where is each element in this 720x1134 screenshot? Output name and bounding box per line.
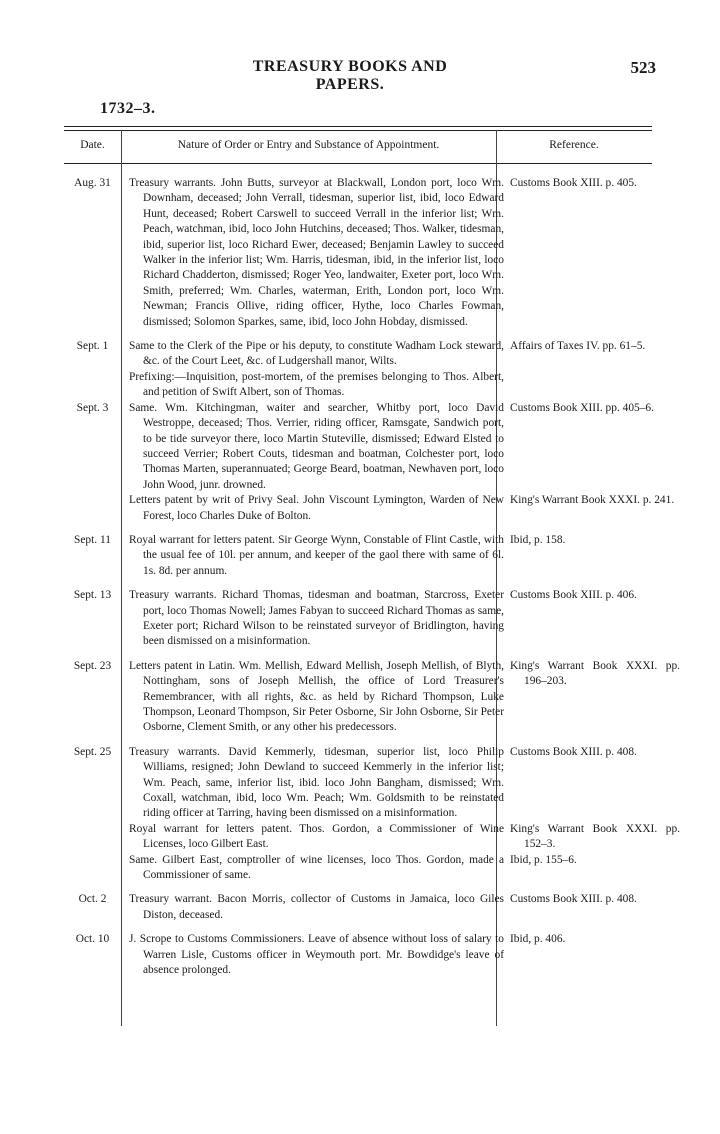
entry-text: Treasury warrant. Bacon Morris, collector of Customs in Jamaica, loco Giles Diston, deceased. (129, 893, 504, 921)
page-number: 523 (630, 58, 656, 77)
entry-text: Royal warrant for letters patent. Thos. Gordon, a Commissioner of Wine Licenses, loco Gilbert East. (129, 822, 504, 851)
column-header-nature: Nature of Order or Entry and Substance of Appointment. (177, 139, 440, 151)
entries-table (64, 176, 680, 979)
entry-date (64, 822, 121, 853)
entry-text: Treasury warrants. John Butts, surveyor at Blackwall, London port, loco Wm. Downham, deceased; John Verrall, tidesman, superior list, ibid, loco Edward Hunt, deceased; Robert Carswell to succeed Verrall in the inferior list; Wm. Peach, watchman, ibid, loco John Hutchins, deceased; Thos. Walker, tidesman, ibid, superior list, loco Richard Ewer, deceased; Benjamin Lawley to succeed Walker in the inferior list; Wm. Harris, tidesman, ibid, in the inferior list, loco Richard Chadderton, dismissed; Roger Yeo, landwaiter, Exeter port, loco Wm. Smith, preferred; Wm. Charles, waterman, Erith, London port, loco Wm. Newman; Francis Ollive, riding officer, Hythe, loco Charles Fowman, dismissed; Solomon Sparkes, same, ibid, loco John Hobday, dismissed. (129, 177, 504, 328)
table-row (64, 932, 664, 978)
entry-text: Letters patent by writ of Privy Seal. John Viscount Lymington, Warden of New Forest, loco Charles Duke of Bolton. (129, 494, 504, 522)
entry-reference: Ibid, p. 158. (510, 533, 566, 546)
entry-text: Royal warrant for letters patent. Sir George Wynn, Constable of Flint Castle, with the usual fee of 10l. per annum, and keeper of the gaol there with same of 6l. 1s. 8d. per annum. (129, 533, 504, 577)
entry-reference: Affairs of Taxes IV. pp. 61–5. (510, 340, 646, 353)
entry-date (64, 853, 121, 884)
entry-text: Prefixing:—Inquisition, post-mortem, of the premises belonging to Thos. Albert, and petition of Swift Albert, son of Thomas. (129, 370, 504, 399)
entry-date: Sept. 1 (76, 340, 109, 353)
entry-reference (510, 370, 680, 401)
table-top-rule-inner (64, 130, 652, 131)
entry-reference: Ibid, p. 155–6. (510, 853, 577, 866)
entry-date: Sept. 13 (73, 589, 112, 602)
entry-reference: Customs Book XIII. pp. 405–6. (510, 401, 654, 414)
column-header-reference: Reference. (549, 139, 599, 151)
running-head (60, 58, 660, 93)
entry-date: Sept. 25 (73, 745, 112, 758)
entry-reference: Customs Book XIII. p. 405. (510, 177, 637, 189)
table-row (64, 401, 664, 493)
entry-reference: King's Warrant Book XXXI. pp. 152–3. (510, 822, 680, 851)
entry-text: Same. Gilbert East, comptroller of wine licenses, loco Thos. Gordon, made a Commissioner of same. (129, 853, 504, 882)
entry-date (64, 493, 121, 524)
entry-date: Sept. 3 (76, 401, 109, 414)
table-row (64, 892, 664, 923)
table-row (64, 588, 664, 650)
table-row (64, 745, 664, 822)
running-title: TREASURY BOOKS AND PAPERS. (252, 58, 448, 93)
entry-text: Treasury warrants. Richard Thomas, tidesman and boatman, Starcross, Exeter port, loco Thomas Nowell; James Fabyan to succeed Richard Thomas as same, Exeter port; Richard Wilson to be reinstated surveyor of Bridlington, having been dismissed on a misinformation. (129, 589, 504, 648)
entry-date: Sept. 23 (73, 659, 112, 672)
entry-date: Aug. 31 (74, 177, 111, 189)
entry-reference: Customs Book XIII. p. 408. (510, 893, 637, 906)
table-row (64, 853, 664, 884)
entry-date: Sept. 11 (74, 533, 111, 546)
entry-text: Letters patent in Latin. Wm. Mellish, Edward Mellish, Joseph Mellish, of Blyth, Nottingham, sons of Joseph Mellish, the office of Lord Treasurer's Remembrancer, with all rights, &c. as held by Richard Thompson, Luke Thompson, Leonard Thompson, Sir Peter Osborne, Sir John Osborne, Sir Peter Osborne, Clement Smith, or any other his predecessors. (129, 659, 504, 734)
table-top-rule (64, 126, 652, 127)
table-header-rule (64, 163, 652, 164)
entry-date: Oct. 2 (78, 893, 107, 906)
entry-reference: King's Warrant Book XXXI. pp. 196–203. (510, 659, 680, 688)
entry-date: Oct. 10 (75, 933, 110, 946)
year-heading: 1732–3. (100, 100, 156, 117)
table-row (64, 659, 680, 736)
entry-date (64, 370, 121, 401)
table-row (64, 176, 664, 330)
column-header-date: Date. (80, 139, 105, 151)
table-row (64, 533, 664, 579)
entry-reference: Customs Book XIII. p. 406. (510, 589, 637, 602)
entry-text: J. Scrope to Customs Commissioners. Leave of absence without loss of salary to Warren Lisle, Customs officer in Weymouth port. Mr. Bowdidge's leave of absence prolonged. (129, 933, 504, 977)
table-row (64, 339, 664, 370)
entry-text: Same. Wm. Kitchingman, waiter and searcher, Whitby port, loco David Westroppe, deceased; Thos. Verrier, riding officer, Ramsgate, Sandwich port, to be tide surveyor there, loco Martin Stuteville, dismissed; Edward Elsted to succeed Verrier; Robert Couts, tidesman and boatman, Colchester port, loco Thomas Marten, superannuated; George Beard, boatman, Newhaven port, loco John Wood, junr. drowned. (129, 401, 504, 491)
table-row (64, 822, 680, 853)
table-row (64, 493, 675, 524)
table-row (64, 370, 664, 401)
entry-text: Treasury warrants. David Kemmerly, tidesman, superior list, loco Philip Williams, resigned; John Dewland to succeed Kemmerly in the inferior list; Wm. Peach, same, inferior list, ibid. loco John Bangham, dismissed; Wm. Coxall, watchman, ibid, loco Wm. Peach; Wm. Goldsmith to be reinstated riding officer at Tarring, having been dismissed on a misinformation. (129, 745, 504, 820)
entry-reference: Customs Book XIII. p. 408. (510, 745, 637, 758)
entry-reference: King's Warrant Book XXXI. p. 241. (510, 494, 675, 507)
entry-text: Same to the Clerk of the Pipe or his deputy, to constitute Wadham Lock steward, &c. of the Court Leet, &c. of Ludgershall manor, Wilts. (129, 340, 504, 368)
entry-reference: Ibid, p. 406. (510, 933, 566, 946)
